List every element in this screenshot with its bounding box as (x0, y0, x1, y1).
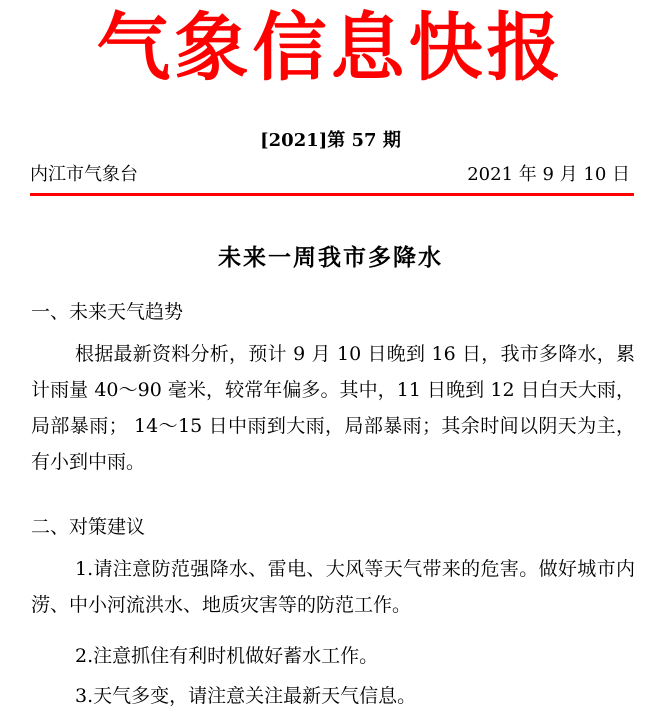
issuer-name: 内江市气象台 (30, 164, 138, 185)
advice-item-3: 3.天气多变，请注意关注最新天气信息。 (75, 685, 417, 707)
issue-number: [2021]第 57 期 (260, 130, 401, 151)
publish-date: 2021 年 9 月 10 日 (467, 164, 630, 185)
article-headline: 未来一周我市多降水 (218, 244, 443, 271)
advice-item-2: 2.注意抓住有利时机做好蓄水工作。 (75, 645, 379, 667)
red-divider (30, 193, 634, 196)
section-heading-advice: 二、对策建议 (31, 516, 146, 538)
trend-paragraph: 根据最新资料分析，预计 9 月 10 日晚到 16 日，我市多降水，累计雨量 40～90 毫米，较常年偏多。其中，11 日晚到 12 日白天大雨，局部暴雨； 14～15 日中雨到大雨，局部暴雨；其余时间以阴天为主，有小到中雨。 (31, 343, 635, 473)
masthead-title: 气象信息快报 (96, 5, 565, 91)
advice-item-1: 1.请注意防范强降水、雷电、大风等天气带来的危害。做好城市内涝、中小河流洪水、地质灾害等的防范工作。 (31, 558, 635, 616)
section-heading-trend: 一、未来天气趋势 (31, 301, 184, 323)
